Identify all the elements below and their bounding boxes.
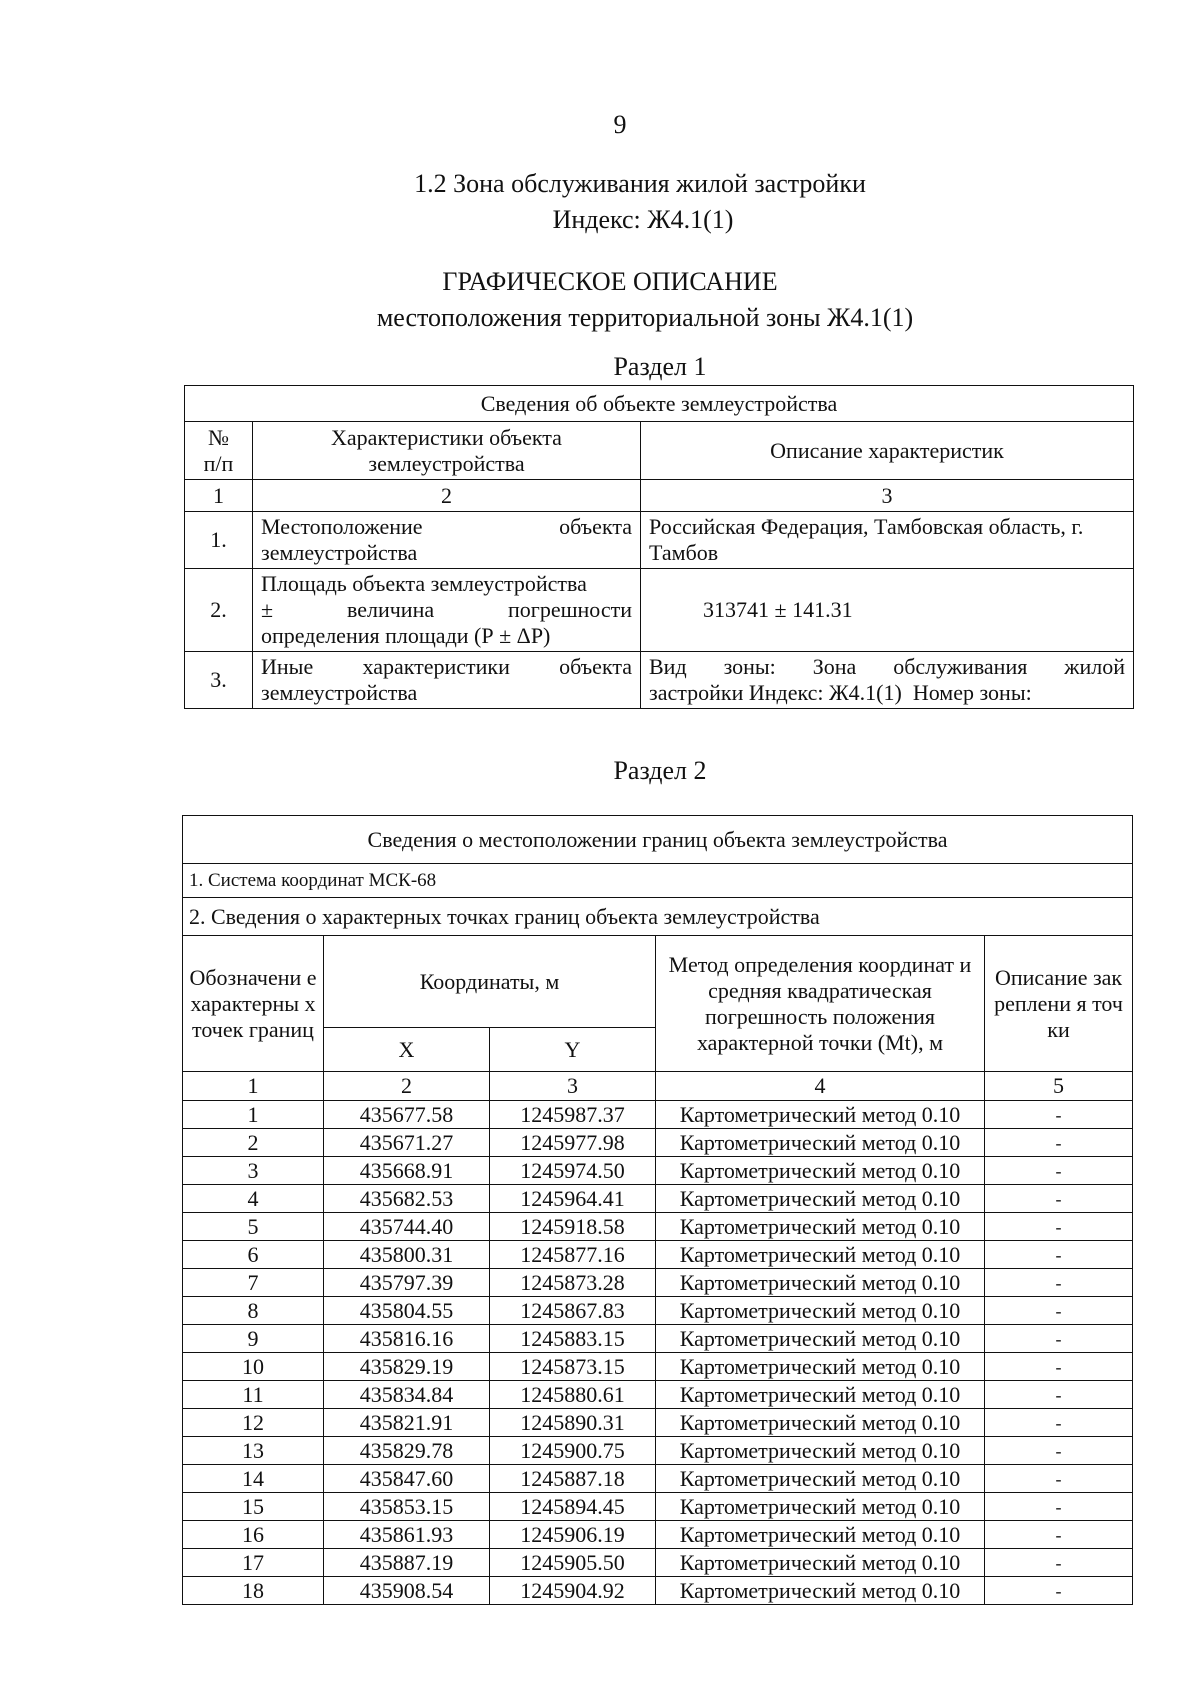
point-number: 5 bbox=[183, 1213, 324, 1241]
section1-title: Раздел 1 bbox=[613, 352, 707, 381]
table-row bbox=[183, 1437, 1133, 1465]
header-number-line2: п/п bbox=[203, 450, 234, 476]
zone-title bbox=[0, 166, 1200, 238]
column-header-description: Описание характеристик bbox=[641, 422, 1134, 480]
description-word: Вид bbox=[649, 654, 687, 679]
table-row bbox=[185, 512, 1134, 569]
characteristic-word: погрешности bbox=[508, 597, 632, 622]
table-row bbox=[183, 1185, 1133, 1213]
description-cell bbox=[641, 652, 1134, 709]
fixing-cell: - bbox=[985, 1325, 1133, 1353]
table-header: Сведения об объекте землеустройства bbox=[185, 386, 1134, 422]
method-cell: Картометрический метод 0.10 bbox=[656, 1465, 985, 1493]
table-row bbox=[183, 1381, 1133, 1409]
coordinate-x: 435744.40 bbox=[324, 1213, 490, 1241]
column-number-cell: 5 bbox=[985, 1072, 1133, 1101]
fixing-cell: - bbox=[985, 1493, 1133, 1521]
point-number: 17 bbox=[183, 1549, 324, 1577]
fixing-cell: - bbox=[985, 1101, 1133, 1129]
fixing-cell: - bbox=[985, 1129, 1133, 1157]
graphic-title: ГРАФИЧЕСКОЕ ОПИСАНИЕ bbox=[442, 267, 778, 296]
method-cell: Картометрический метод 0.10 bbox=[656, 1493, 985, 1521]
method-cell: Картометрический метод 0.10 bbox=[656, 1241, 985, 1269]
coordinate-y: 1245905.50 bbox=[490, 1549, 656, 1577]
fixing-cell: - bbox=[985, 1521, 1133, 1549]
graphic-description-title bbox=[0, 264, 1200, 336]
table-row bbox=[183, 1465, 1133, 1493]
table-row bbox=[183, 1269, 1133, 1297]
point-number: 15 bbox=[183, 1493, 324, 1521]
coordinate-y: 1245867.83 bbox=[490, 1297, 656, 1325]
coordinate-system: 1. Система координат МСК-68 bbox=[183, 864, 1133, 898]
characteristic-cell bbox=[253, 569, 641, 652]
table-row bbox=[185, 569, 1134, 652]
fixing-cell: - bbox=[985, 1269, 1133, 1297]
fixing-cell: - bbox=[985, 1241, 1133, 1269]
method-cell: Картометрический метод 0.10 bbox=[656, 1409, 985, 1437]
coordinate-x: 435800.31 bbox=[324, 1241, 490, 1269]
zone-index: Индекс: Ж4.1(1) bbox=[552, 205, 734, 234]
characteristic-cell bbox=[253, 652, 641, 709]
fixing-cell: - bbox=[985, 1185, 1133, 1213]
point-number: 2 bbox=[183, 1129, 324, 1157]
description-cell: 313741 ± 141.31 bbox=[641, 569, 1134, 652]
coordinate-y: 1245918.58 bbox=[490, 1213, 656, 1241]
coordinate-y: 1245900.75 bbox=[490, 1437, 656, 1465]
column-header-y: Y bbox=[490, 1028, 656, 1072]
points-body bbox=[183, 1101, 1133, 1605]
characteristic-word: характеристики bbox=[362, 654, 510, 679]
characteristic-cell bbox=[253, 512, 641, 569]
table-row bbox=[183, 1577, 1133, 1605]
method-cell: Картометрический метод 0.10 bbox=[656, 1549, 985, 1577]
table-row bbox=[183, 1297, 1133, 1325]
boundary-points-table bbox=[182, 815, 1133, 1605]
page-number: 9 bbox=[613, 110, 627, 139]
coordinate-y: 1245904.92 bbox=[490, 1577, 656, 1605]
coordinate-y: 1245974.50 bbox=[490, 1157, 656, 1185]
method-cell: Картометрический метод 0.10 bbox=[656, 1381, 985, 1409]
coordinate-y: 1245873.15 bbox=[490, 1353, 656, 1381]
coordinate-y: 1245906.19 bbox=[490, 1521, 656, 1549]
fixing-cell: - bbox=[985, 1409, 1133, 1437]
table-row bbox=[183, 1241, 1133, 1269]
characteristic-word: Местоположение bbox=[261, 514, 423, 539]
point-number: 11 bbox=[183, 1381, 324, 1409]
coordinate-y: 1245987.37 bbox=[490, 1101, 656, 1129]
point-number: 18 bbox=[183, 1577, 324, 1605]
characteristic-word: величина bbox=[346, 597, 435, 622]
coordinate-x: 435821.91 bbox=[324, 1409, 490, 1437]
table-row bbox=[183, 1549, 1133, 1577]
method-cell: Картометрический метод 0.10 bbox=[656, 1437, 985, 1465]
method-cell: Картометрический метод 0.10 bbox=[656, 1353, 985, 1381]
coordinate-x: 435834.84 bbox=[324, 1381, 490, 1409]
characteristic-word: объекта bbox=[559, 514, 632, 539]
coordinate-x: 435853.15 bbox=[324, 1493, 490, 1521]
table-row bbox=[183, 1409, 1133, 1437]
point-number: 10 bbox=[183, 1353, 324, 1381]
column-number-cell: 1 bbox=[183, 1072, 324, 1101]
row-number: 3. bbox=[185, 652, 253, 709]
column-number-cell: 3 bbox=[490, 1072, 656, 1101]
coordinate-x: 435804.55 bbox=[324, 1297, 490, 1325]
method-cell: Картометрический метод 0.10 bbox=[656, 1325, 985, 1353]
table-row bbox=[185, 652, 1134, 709]
coordinate-x: 435847.60 bbox=[324, 1465, 490, 1493]
point-number: 1 bbox=[183, 1101, 324, 1129]
fixing-cell: - bbox=[985, 1157, 1133, 1185]
point-number: 12 bbox=[183, 1409, 324, 1437]
fixing-cell: - bbox=[985, 1213, 1133, 1241]
table-row bbox=[183, 1493, 1133, 1521]
method-cell: Картометрический метод 0.10 bbox=[656, 1185, 985, 1213]
characteristic-line: Площадь объекта землеустройства bbox=[261, 571, 587, 596]
description-word: зоны: bbox=[723, 654, 776, 679]
method-cell: Картометрический метод 0.10 bbox=[656, 1213, 985, 1241]
row-number: 1. bbox=[185, 512, 253, 569]
coordinate-x: 435816.16 bbox=[324, 1325, 490, 1353]
fixing-cell: - bbox=[985, 1381, 1133, 1409]
method-cell: Картометрический метод 0.10 bbox=[656, 1577, 985, 1605]
fixing-cell: - bbox=[985, 1465, 1133, 1493]
coordinate-x: 435908.54 bbox=[324, 1577, 490, 1605]
column-header-fixing: Описание закреплени я точки bbox=[985, 936, 1133, 1072]
coordinate-y: 1245880.61 bbox=[490, 1381, 656, 1409]
characteristic-word: объекта bbox=[559, 654, 632, 679]
point-number: 8 bbox=[183, 1297, 324, 1325]
coordinate-y: 1245890.31 bbox=[490, 1409, 656, 1437]
table-row bbox=[183, 1129, 1133, 1157]
point-number: 13 bbox=[183, 1437, 324, 1465]
method-cell: Картометрический метод 0.10 bbox=[656, 1297, 985, 1325]
table-row bbox=[183, 1157, 1133, 1185]
coordinate-x: 435671.27 bbox=[324, 1129, 490, 1157]
description-word: жилой bbox=[1064, 654, 1126, 679]
coordinate-y: 1245877.16 bbox=[490, 1241, 656, 1269]
coordinate-x: 435861.93 bbox=[324, 1521, 490, 1549]
method-cell: Картометрический метод 0.10 bbox=[656, 1269, 985, 1297]
column-header-number bbox=[185, 422, 253, 480]
characteristic-word: Иные bbox=[261, 654, 314, 679]
coordinate-y: 1245977.98 bbox=[490, 1129, 656, 1157]
column-number-cell: 4 bbox=[656, 1072, 985, 1101]
description-cell: Российская Федерация, Тамбовская область, г. Тамбов bbox=[641, 512, 1134, 569]
coordinate-y: 1245883.15 bbox=[490, 1325, 656, 1353]
method-cell: Картометрический метод 0.10 bbox=[656, 1521, 985, 1549]
coordinate-x: 435668.91 bbox=[324, 1157, 490, 1185]
point-number: 4 bbox=[183, 1185, 324, 1213]
zone-title-line1: 1.2 Зона обслуживания жилой застройки bbox=[414, 169, 866, 198]
coordinate-x: 435677.58 bbox=[324, 1101, 490, 1129]
coordinate-y: 1245894.45 bbox=[490, 1493, 656, 1521]
point-number: 14 bbox=[183, 1465, 324, 1493]
column-header-method: Метод определения координат и средняя квадратическая погрешность положения характерной точки (Мt), м bbox=[656, 936, 985, 1072]
description-word: обслуживания bbox=[893, 654, 1028, 679]
fixing-cell: - bbox=[985, 1437, 1133, 1465]
object-info-table bbox=[184, 385, 1134, 709]
description-line: застройки Индекс: Ж4.1(1) Номер зоны: bbox=[649, 680, 1032, 705]
coordinate-x: 435829.19 bbox=[324, 1353, 490, 1381]
table-header: Сведения о местоположении границ объекта землеустройства bbox=[183, 816, 1133, 864]
method-cell: Картометрический метод 0.10 bbox=[656, 1157, 985, 1185]
table-row bbox=[183, 1325, 1133, 1353]
column-header-characteristics: Характеристики объекта землеустройства bbox=[253, 422, 641, 480]
graphic-subtitle: местоположения территориальной зоны Ж4.1(1) bbox=[376, 303, 914, 332]
characteristic-line: землеустройства bbox=[261, 680, 418, 705]
coordinate-y: 1245873.28 bbox=[490, 1269, 656, 1297]
fixing-cell: - bbox=[985, 1549, 1133, 1577]
column-header-designation: Обозначени е характерны х точек границ bbox=[183, 936, 324, 1072]
row-number: 2. bbox=[185, 569, 253, 652]
point-number: 7 bbox=[183, 1269, 324, 1297]
point-number: 16 bbox=[183, 1521, 324, 1549]
coordinate-x: 435887.19 bbox=[324, 1549, 490, 1577]
coordinate-x: 435829.78 bbox=[324, 1437, 490, 1465]
characteristic-line: определения площади (Р ± ΔР) bbox=[261, 623, 551, 648]
table-row bbox=[183, 1521, 1133, 1549]
coordinate-x: 435797.39 bbox=[324, 1269, 490, 1297]
column-number-cell: 1 bbox=[185, 480, 253, 512]
characteristic-line: землеустройства bbox=[261, 540, 418, 565]
column-number-cell: 3 bbox=[641, 480, 1134, 512]
column-number-cell: 2 bbox=[324, 1072, 490, 1101]
table-row bbox=[183, 1101, 1133, 1129]
fixing-cell: - bbox=[985, 1577, 1133, 1605]
section2-title: Раздел 2 bbox=[613, 756, 707, 785]
point-number: 9 bbox=[183, 1325, 324, 1353]
method-cell: Картометрический метод 0.10 bbox=[656, 1101, 985, 1129]
table-row bbox=[183, 1213, 1133, 1241]
coordinate-y: 1245964.41 bbox=[490, 1185, 656, 1213]
column-header-x: X bbox=[324, 1028, 490, 1072]
characteristic-word: ± bbox=[261, 597, 274, 622]
point-number: 6 bbox=[183, 1241, 324, 1269]
points-header: 2. Сведения о характерных точках границ объекта землеустройства bbox=[183, 898, 1133, 936]
coordinate-y: 1245887.18 bbox=[490, 1465, 656, 1493]
fixing-cell: - bbox=[985, 1353, 1133, 1381]
column-number-cell: 2 bbox=[253, 480, 641, 512]
method-cell: Картометрический метод 0.10 bbox=[656, 1129, 985, 1157]
fixing-cell: - bbox=[985, 1297, 1133, 1325]
table-row bbox=[183, 1353, 1133, 1381]
header-number-line1: № bbox=[208, 424, 229, 450]
description-word: Зона bbox=[812, 654, 857, 679]
point-number: 3 bbox=[183, 1157, 324, 1185]
column-header-coordinates: Координаты, м bbox=[324, 936, 656, 1028]
coordinate-x: 435682.53 bbox=[324, 1185, 490, 1213]
